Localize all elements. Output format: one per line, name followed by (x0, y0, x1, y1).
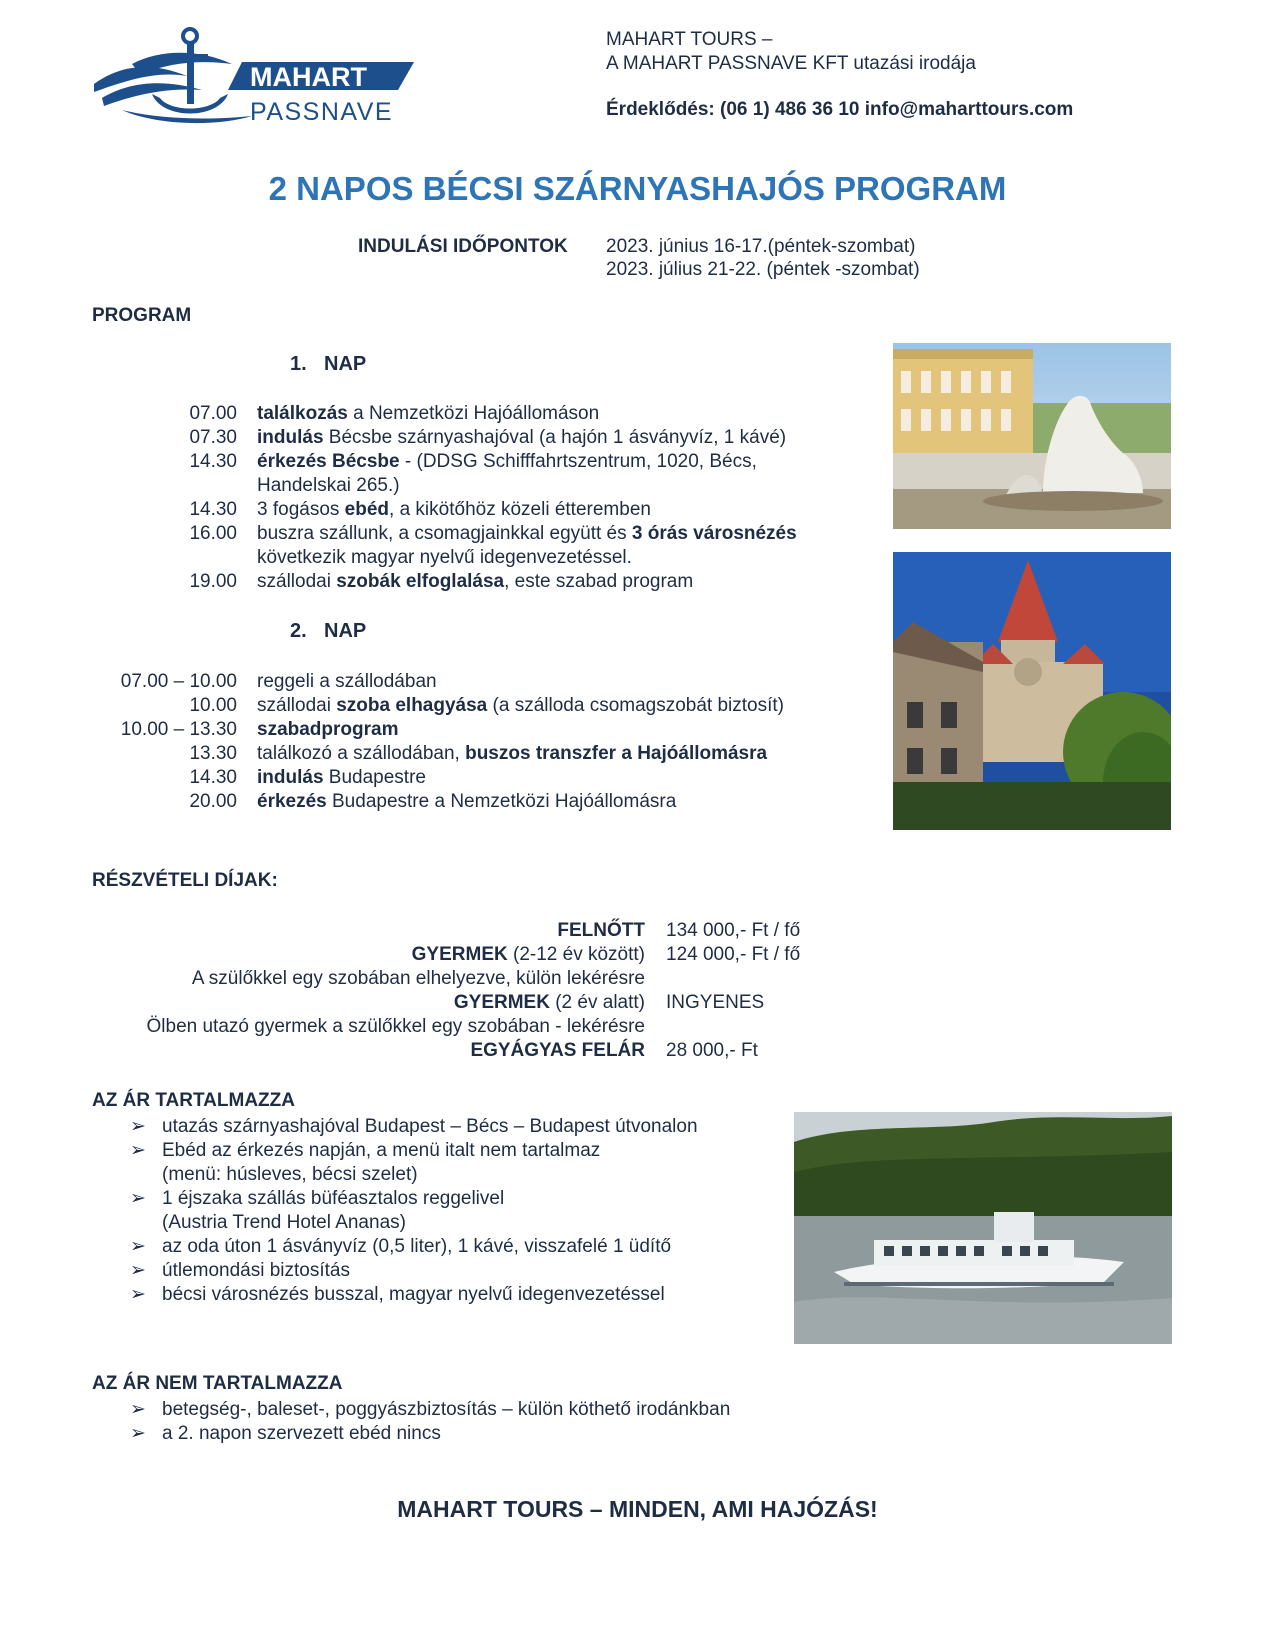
list-item-continuation (130, 1163, 790, 1187)
arrow-bullet-icon: ➢ (130, 1140, 146, 1161)
price-single-value: 28 000,- Ft (666, 1040, 758, 1061)
schedule-text: (a szálloda csomagszobát biztosít) (487, 695, 784, 716)
list-item-text: a 2. napon szervezett ebéd nincs (162, 1423, 441, 1444)
schedule-time: 20.00 (189, 791, 237, 812)
schedule-row (92, 718, 892, 742)
price-single-label: EGYÁGYAS FELÁR (470, 1040, 645, 1061)
schedule-text: következik magyar nyelvű idegenvezetéssel. (257, 547, 632, 568)
schedule-text: Budapestre a Nemzetközi Hajóállomásra (326, 791, 677, 812)
schonbrunn-palace-photo (893, 343, 1171, 529)
page-title: 2 NAPOS BÉCSI SZÁRNYASHAJÓS PROGRAM (268, 170, 1007, 207)
company-logo (92, 24, 432, 134)
schedule-row (92, 742, 892, 766)
price-infant-note: (2 év alatt) (549, 992, 645, 1013)
schedule-bold: indulás (257, 767, 324, 788)
price-child-label: GYERMEK (411, 944, 508, 965)
day1-label: NAP (324, 353, 367, 375)
footer-slogan: MAHART TOURS – MINDEN, AMI HAJÓZÁS! (397, 1496, 878, 1522)
departure-date-2: 2023. július 21-22. (péntek -szombat) (606, 259, 920, 280)
list-item-text: útlemondási biztosítás (162, 1260, 350, 1281)
arrow-bullet-icon: ➢ (130, 1260, 146, 1281)
list-item-text: betegség-, baleset-, poggyászbiztosítás – külön köthető irodánkban (162, 1399, 731, 1420)
schedule-text: a Nemzetközi Hajóállomáson (347, 403, 600, 424)
list-item (130, 1422, 790, 1446)
day1-number: 1. (290, 353, 307, 375)
schedule-row (92, 694, 892, 718)
price-child-value: 124 000,- Ft / fő (666, 944, 801, 965)
departure-label: INDULÁSI IDŐPONTOK (358, 236, 568, 257)
price-infant-sub: Ölben utazó gyermek a szülőkkel egy szobában - lekérésre (146, 1016, 645, 1037)
arrow-bullet-icon: ➢ (130, 1188, 146, 1209)
anchor-logo-icon (92, 24, 432, 134)
list-item (130, 1283, 790, 1307)
schedule-row (92, 450, 892, 498)
list-item (130, 1259, 790, 1283)
schedule-bold: indulás (257, 427, 324, 448)
list-item (130, 1187, 790, 1211)
schedule-row (92, 570, 892, 594)
list-item-text: (Austria Trend Hotel Ananas) (162, 1212, 406, 1233)
svg-text:MAHART: MAHART (250, 62, 367, 92)
schedule-text: reggeli a szállodában (257, 671, 437, 692)
day2-number: 2. (290, 620, 307, 642)
schedule-bold: szabadprogram (257, 719, 399, 740)
day1-title (290, 353, 366, 376)
list-item-continuation (130, 1211, 790, 1235)
arrow-bullet-icon: ➢ (130, 1423, 146, 1444)
schedule-text: Bécsbe szárnyashajóval (a hajón 1 ásványvíz, 1 kávé) (323, 427, 787, 448)
schedule-bold: szobák elfoglalása (336, 571, 505, 592)
header-agency-name: MAHART TOURS – (606, 29, 773, 50)
schedule-time: 14.30 (189, 451, 237, 472)
list-item-text: utazás szárnyashajóval Budapest – Bécs – Budapest útvonalon (162, 1116, 698, 1137)
schedule-bold: buszos transzfer a Hajóállomásra (465, 743, 768, 764)
schedule-bold: 3 órás városnézés (631, 523, 797, 544)
price-adult-label: FELNŐTT (557, 920, 645, 941)
price-child-sub: A szülőkkel egy szobában elhelyezve, külön lekérésre (191, 968, 645, 989)
prices-heading: RÉSZVÉTELI DÍJAK: (92, 870, 278, 891)
schedule-row (92, 498, 892, 522)
price-adult-value: 134 000,- Ft / fő (666, 920, 801, 941)
day2-label: NAP (324, 620, 367, 642)
departure-date-1: 2023. június 16-17.(péntek-szombat) (606, 236, 916, 257)
schedule-text: buszra szállunk, a csomagjainkkal együtt és (257, 523, 632, 544)
schedule-bold: érkezés (257, 791, 327, 812)
schedule-text: , este szabad program (504, 571, 694, 592)
svg-text:PASSNAVE: PASSNAVE (250, 98, 394, 126)
list-item (130, 1139, 790, 1163)
schedule-time: 07.00 – 10.00 (120, 671, 237, 692)
price-infant-value: INGYENES (666, 992, 765, 1013)
schedule-row (92, 426, 892, 450)
list-item-text: (menü: húsleves, bécsi szelet) (162, 1164, 418, 1185)
schedule-row (92, 790, 892, 814)
arrow-bullet-icon: ➢ (130, 1284, 146, 1305)
price-infant-label-row (454, 992, 645, 1014)
schedule-text: találkozó a szállodában, (257, 743, 466, 764)
schedule-text: szállodai (257, 571, 337, 592)
header-contact[interactable]: Érdeklődés: (06 1) 486 36 10 info@maharttours.com (606, 99, 1074, 120)
schedule-text: Budapestre (323, 767, 426, 788)
schedule-text: - (DDSG Schifffahrtszentrum, 1020, Bécs, Handelskai 265.) (257, 451, 757, 496)
list-item (130, 1398, 890, 1422)
schedule-time: 13.30 (189, 743, 237, 764)
program-heading: PROGRAM (92, 305, 192, 326)
includes-heading: AZ ÁR TARTALMAZZA (92, 1090, 295, 1111)
price-infant-label: GYERMEK (453, 992, 550, 1013)
schedule-time: 07.00 (189, 403, 237, 424)
excludes-heading: AZ ÁR NEM TARTALMAZZA (92, 1373, 343, 1394)
list-item-text: az oda úton 1 ásványvíz (0,5 liter), 1 kávé, visszafelé 1 üdítő (162, 1236, 672, 1257)
list-item (130, 1235, 790, 1259)
schedule-time: 10.00 (189, 695, 237, 716)
arrow-bullet-icon: ➢ (130, 1116, 146, 1137)
price-child-note: (2-12 év között) (507, 944, 645, 965)
schedule-bold: érkezés Bécsbe (257, 451, 400, 472)
church-photo (893, 552, 1171, 830)
schedule-time: 14.30 (189, 499, 237, 520)
schedule-bold: szoba elhagyása (336, 695, 488, 716)
list-item-text: bécsi városnézés busszal, magyar nyelvű idegenvezetéssel (162, 1284, 665, 1305)
schedule-row (92, 670, 892, 694)
schedule-time: 19.00 (189, 571, 237, 592)
hydrofoil-boat-photo (794, 1112, 1172, 1344)
header-agency-subtitle: A MAHART PASSNAVE KFT utazási irodája (606, 53, 976, 74)
schedule-time: 10.00 – 13.30 (120, 719, 237, 740)
list-item-text: 1 éjszaka szállás büféasztalos reggelivel (162, 1188, 505, 1209)
schedule-text: szállodai (257, 695, 337, 716)
arrow-bullet-icon: ➢ (130, 1236, 146, 1257)
arrow-bullet-icon: ➢ (130, 1399, 146, 1420)
list-item (130, 1115, 790, 1139)
schedule-bold: találkozás (257, 403, 348, 424)
price-child-label-row (412, 944, 645, 966)
schedule-row (92, 522, 892, 570)
schedule-text: , a kikötőhöz közeli étteremben (389, 499, 651, 520)
schedule-time: 14.30 (189, 767, 237, 788)
schedule-time: 07.30 (189, 427, 237, 448)
schedule-row (92, 402, 892, 426)
schedule-row (92, 766, 892, 790)
schedule-text: 3 fogásos (257, 499, 345, 520)
list-item-text: Ebéd az érkezés napján, a menü italt nem tartalmaz (162, 1140, 601, 1161)
schedule-bold: ebéd (344, 499, 390, 520)
schedule-time: 16.00 (189, 523, 237, 544)
day2-title (290, 620, 366, 643)
